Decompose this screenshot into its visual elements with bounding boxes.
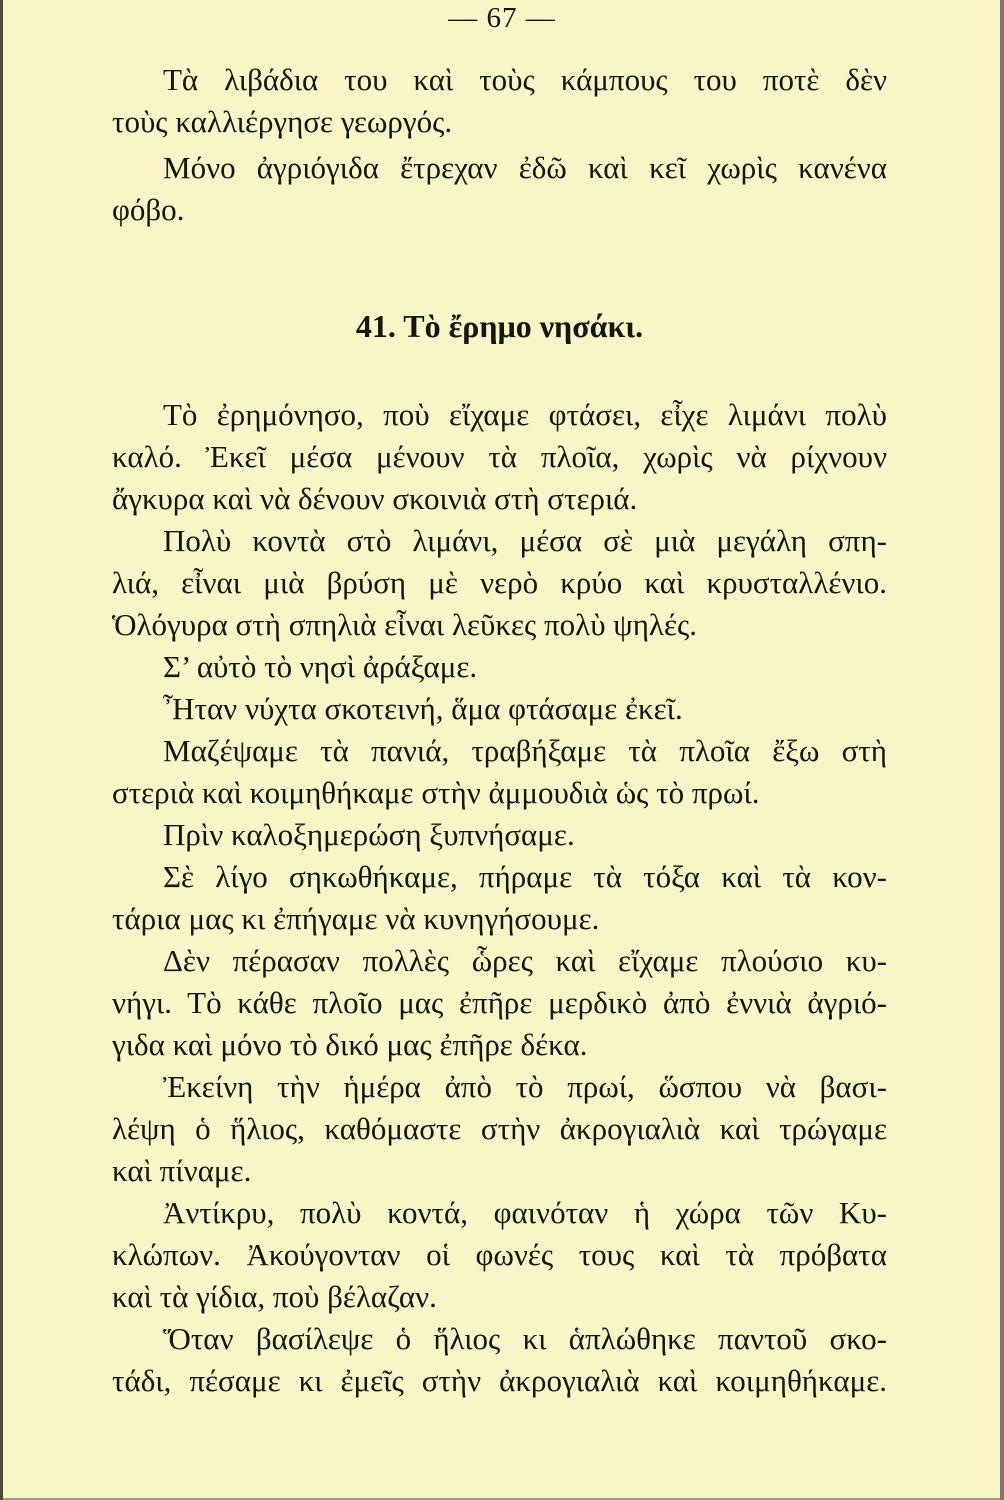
text-line: Μαζέψαμε τὰ πανιά, τραβήξαμε τὰ πλοῖα ἔξω στὴ bbox=[163, 733, 887, 768]
page-number: — 67 — bbox=[448, 2, 556, 34]
text-line: Μόνο ἀγριόγιδα ἔτρεχαν ἐδῶ καὶ κεῖ χωρὶς κανένα bbox=[163, 150, 887, 185]
text-line: νήγι. Τὸ κάθε πλοῖο μας ἐπῆρε μερδικὸ ἀπὸ ἐννιὰ ἀγριό- bbox=[112, 985, 887, 1020]
paragraph bbox=[112, 520, 887, 646]
text-line: Ὁλόγυρα στὴ σπηλιὰ εἶναι λεῦκες πολὺ ψηλές. bbox=[112, 607, 697, 642]
text-line: Ὅταν βασίλεψε ὁ ἥλιος κι ἁπλώθηκε παντοῦ σκο- bbox=[163, 1321, 887, 1356]
paragraph bbox=[112, 394, 887, 520]
text-line: Σὲ λίγο σηκωθήκαμε, πήραμε τὰ τόξα καὶ τὰ κον- bbox=[163, 859, 887, 894]
text-line: καλό. Ἐκεῖ μέσα μένουν τὰ πλοῖα, χωρὶς νὰ ρίχνουν bbox=[112, 439, 887, 474]
paragraph bbox=[112, 59, 887, 143]
section-heading: 41. Τὸ ἔρημο νησάκι. bbox=[355, 308, 644, 344]
text-line: τάρια μας κι ἐπήγαμε νὰ κυνηγήσουμε. bbox=[112, 901, 600, 936]
page-content bbox=[112, 59, 887, 1402]
paragraph bbox=[112, 688, 887, 730]
text-line: Δὲν πέρασαν πολλὲς ὧρες καὶ εἴχαμε πλούσιο κυ- bbox=[163, 943, 887, 978]
paragraph bbox=[112, 1192, 887, 1318]
text-line: τάδι, πέσαμε κι ἐμεῖς στὴν ἀκρογιαλιὰ καὶ κοιμηθήκαμε. bbox=[112, 1363, 887, 1398]
paragraph bbox=[112, 1318, 887, 1402]
paragraph bbox=[112, 730, 887, 814]
text-line: Σ’ αὐτὸ τὸ νησὶ ἀράξαμε. bbox=[163, 649, 478, 684]
text-line: κλώπων. Ἀκούγονταν οἱ φωνές τους καὶ τὰ πρόβατα bbox=[112, 1237, 887, 1272]
text-line: λέψη ὁ ἥλιος, καθόμαστε στὴν ἀκρογιαλιὰ καὶ τρώγαμε bbox=[112, 1111, 887, 1146]
paragraph bbox=[112, 1066, 887, 1192]
text-line: φόβο. bbox=[112, 192, 185, 227]
paragraph bbox=[112, 856, 887, 940]
text-line: λιά, εἶναι μιὰ βρύση μὲ νερὸ κρύο καὶ κρυσταλλένιο. bbox=[112, 565, 887, 600]
section-body bbox=[112, 394, 887, 1402]
paragraph bbox=[112, 147, 887, 231]
text-line: Πολὺ κοντὰ στὸ λιμάνι, μέσα σὲ μιὰ μεγάλη σπη- bbox=[163, 523, 887, 558]
text-line: ἄγκυρα καὶ νὰ δένουν σκοινιὰ στὴ στεριά. bbox=[112, 481, 638, 516]
text-line: Ἦταν νύχτα σκοτεινή, ἅμα φτάσαμε ἐκεῖ. bbox=[163, 691, 683, 726]
text-line: τοὺς καλλιέργησε γεωργός. bbox=[112, 104, 453, 139]
text-line: Ἐκείνη τὴν ἡμέρα ἀπὸ τὸ πρωί, ὥσπου νὰ βασι- bbox=[163, 1069, 887, 1104]
paragraph bbox=[112, 814, 887, 856]
paragraph bbox=[112, 940, 887, 1066]
text-line: Πρὶν καλοξημερώση ξυπνήσαμε. bbox=[163, 817, 575, 852]
text-line: Τὸ ἐρημόνησο, ποὺ εἴχαμε φτάσει, εἶχε λιμάνι πολὺ bbox=[163, 397, 887, 432]
text-line: Ἀντίκρυ, πολὺ κοντά, φαινόταν ἡ χώρα τῶν Κυ- bbox=[163, 1195, 887, 1230]
paragraph bbox=[112, 646, 887, 688]
text-line: γιδα καὶ μόνο τὸ δικό μας ἐπῆρε δέκα. bbox=[112, 1027, 588, 1062]
text-line: Τὰ λιβάδια του καὶ τοὺς κάμπους του ποτὲ δὲν bbox=[163, 62, 887, 97]
text-line: στεριὰ καὶ κοιμηθήκαμε στὴν ἀμμουδιὰ ὡς τὸ πρωί. bbox=[112, 775, 760, 810]
text-line: καὶ πίναμε. bbox=[112, 1153, 252, 1188]
text-line: καὶ τὰ γίδια, ποὺ βέλαζαν. bbox=[112, 1279, 437, 1314]
